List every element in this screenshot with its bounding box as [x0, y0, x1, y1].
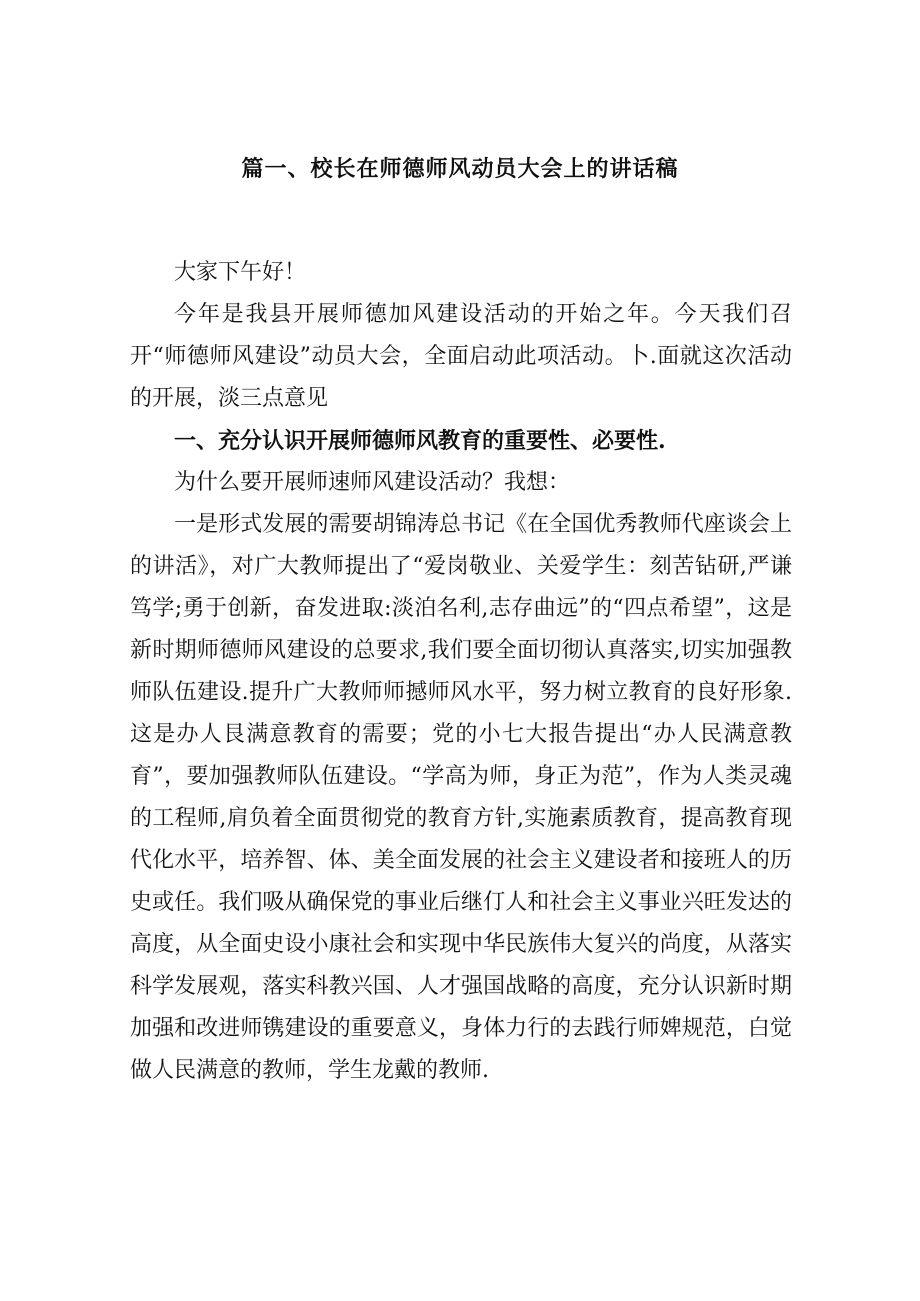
document-body — [130, 252, 792, 1092]
paragraph-question: 为什么要开展师速师风建设活动？我想： — [174, 470, 571, 495]
paragraph-main: 一是形式发展的需要胡锦涛总书记《在全国优秀教师代座谈会上的讲活》，对广大教师提出了“爱岗敬业、关爱学生：刻苦钻研,严谦笃学;勇于创新，奋发进取:淡泊名利,志存曲远”的“四点希望”，这是新时期师德师风建设的总要求,我们要全面切彻认真落实,切实加强教师队伍建设.提升广大教师师撼师风水平，努力树立教育的良好形象.这是办人艮满意教育的需要；党的小七大报告提出“办人民满意教育”，要加强教师队伍建设。“学高为师，身正为范”，作为人类灵魂的工程师,肩负着全面贯彻党的教育方针,实施素质教育，提高教育现代化水平，培养智、体、美全面发展的社会主义建设者和接班人的历史或任。我们吸从确保党的事业后继仃人和社会主义事业兴旺发达的高度，从全面史设小康社会和实现中华民族伟大复兴的尚度，从落实科学发展观，落实科教兴国、人才强国战略的高度，充分认识新时期加强和改进师镌建设的重要意义，身体力行的去践行师婢规范，白觉做人民满意的教师，学生龙戴的教师. — [130, 512, 792, 1083]
page-title: 篇一、校长在师德师风动员大会上的讲话稿 — [241, 156, 679, 182]
paragraph-greeting: 大家下午好！ — [174, 260, 307, 285]
paragraph-intro: 今年是我县开展师德加风建设活动的开始之年。今天我们召开“师德师风建设”动员大会，全面启动此项活动。卜.面就这次活动的开展，淡三点意见 — [130, 302, 792, 411]
section-heading: 一、充分认识开展师德师风教育的重要性、必要性. — [174, 428, 666, 454]
